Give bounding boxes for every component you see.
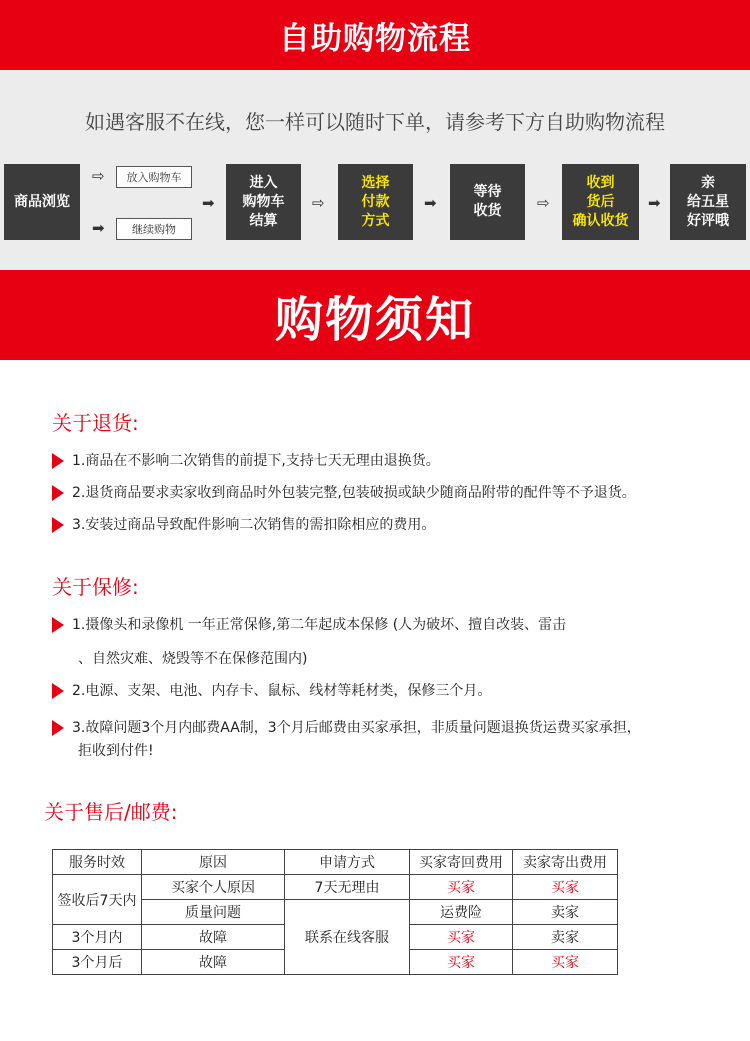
step-pay: 选择 付款 方式 (338, 164, 413, 240)
step-rate: 亲 给五星 好评哦 (670, 164, 746, 240)
table-cell: 卖家 (513, 925, 618, 950)
table-cell: 运费险 (410, 900, 513, 925)
aftersale-title: 关于售后/邮费: (44, 800, 178, 824)
solid-arrow-icon: ➡ (202, 194, 215, 212)
table-cell: 签收后7天内 (53, 875, 142, 925)
table-cell: 卖家 (513, 900, 618, 925)
table-header: 买家寄回费用 (410, 850, 513, 875)
table-header-row (53, 850, 618, 875)
table-cell: 买家 (513, 875, 618, 900)
returns-item: 3.安装过商品导致配件影响二次销售的需扣除相应的费用。 (52, 514, 435, 534)
returns-item: 2.退货商品要求卖家收到商品时外包装完整,包装破损或缺少随商品附带的配件等不予退货。 (52, 482, 636, 502)
table-cell: 联系在线客服 (285, 900, 410, 975)
solid-arrow-icon: ➡ (92, 219, 105, 237)
warranty-item: 2.电源、支架、电池、内存卡、鼠标、线材等耗材类，保修三个月。 (52, 680, 491, 700)
warranty-item-continued: 拒收到付件! (78, 743, 154, 759)
flow-intro: 如遇客服不在线，您一样可以随时下单，请参考下方自助购物流程 (85, 110, 665, 134)
triangle-bullet-icon (52, 485, 64, 501)
table-cell: 3个月后 (53, 950, 142, 975)
step-checkout: 进入 购物车 结算 (226, 164, 301, 240)
triangle-bullet-icon (52, 517, 64, 533)
solid-arrow-icon: ➡ (648, 194, 661, 212)
notice-banner (0, 270, 750, 360)
table-cell: 3个月内 (53, 925, 142, 950)
table-cell: 故障 (142, 925, 285, 950)
returns-item: 1.商品在不影响二次销售的前提下,支持七天无理由退换货。 (52, 450, 440, 470)
notice-banner-title: 购物须知 (274, 291, 475, 348)
flow-area (0, 70, 750, 270)
add-cart-box: 放入购物车 (116, 166, 192, 188)
warranty-item: 3.故障问题3个月内邮费AA制，3个月后邮费由买家承担，非质量问题退换货运费买家承担， (52, 717, 641, 737)
hollow-arrow-icon: ⇨ (537, 194, 550, 212)
table-cell: 买家 (410, 875, 513, 900)
triangle-bullet-icon (52, 720, 64, 736)
step-wait: 等待 收货 (450, 164, 525, 240)
triangle-bullet-icon (52, 453, 64, 469)
flow-banner-title: 自助购物流程 (279, 20, 471, 57)
table-header: 服务时效 (53, 850, 142, 875)
warranty-item: 1.摄像头和录像机 一年正常保修,第二年起成本保修 (人为破坏、擅自改装、雷击 (52, 614, 566, 634)
warranty-item-continued: 、自然灾难、烧毁等不在保修范围内) (78, 651, 308, 667)
table-cell: 故障 (142, 950, 285, 975)
hollow-arrow-icon: ⇨ (92, 167, 105, 185)
table-cell: 买家 (410, 925, 513, 950)
warranty-title: 关于保修: (52, 575, 139, 599)
returns-title: 关于退货: (52, 411, 139, 435)
triangle-bullet-icon (52, 617, 64, 633)
aftersale-table (52, 849, 618, 975)
solid-arrow-icon: ➡ (424, 194, 437, 212)
hollow-arrow-icon: ⇨ (312, 194, 325, 212)
table-row (53, 875, 618, 900)
table-cell: 买家个人原因 (142, 875, 285, 900)
continue-shop-box: 继续购物 (116, 218, 192, 240)
table-header: 卖家寄出费用 (513, 850, 618, 875)
step-confirm: 收到 货后 确认收货 (562, 164, 639, 240)
triangle-bullet-icon (52, 683, 64, 699)
flow-banner (0, 0, 750, 70)
table-cell: 买家 (410, 950, 513, 975)
table-header: 申请方式 (285, 850, 410, 875)
table-cell: 7天无理由 (285, 875, 410, 900)
step-browse: 商品浏览 (4, 164, 80, 240)
table-cell: 质量问题 (142, 900, 285, 925)
table-cell: 买家 (513, 950, 618, 975)
table-header: 原因 (142, 850, 285, 875)
